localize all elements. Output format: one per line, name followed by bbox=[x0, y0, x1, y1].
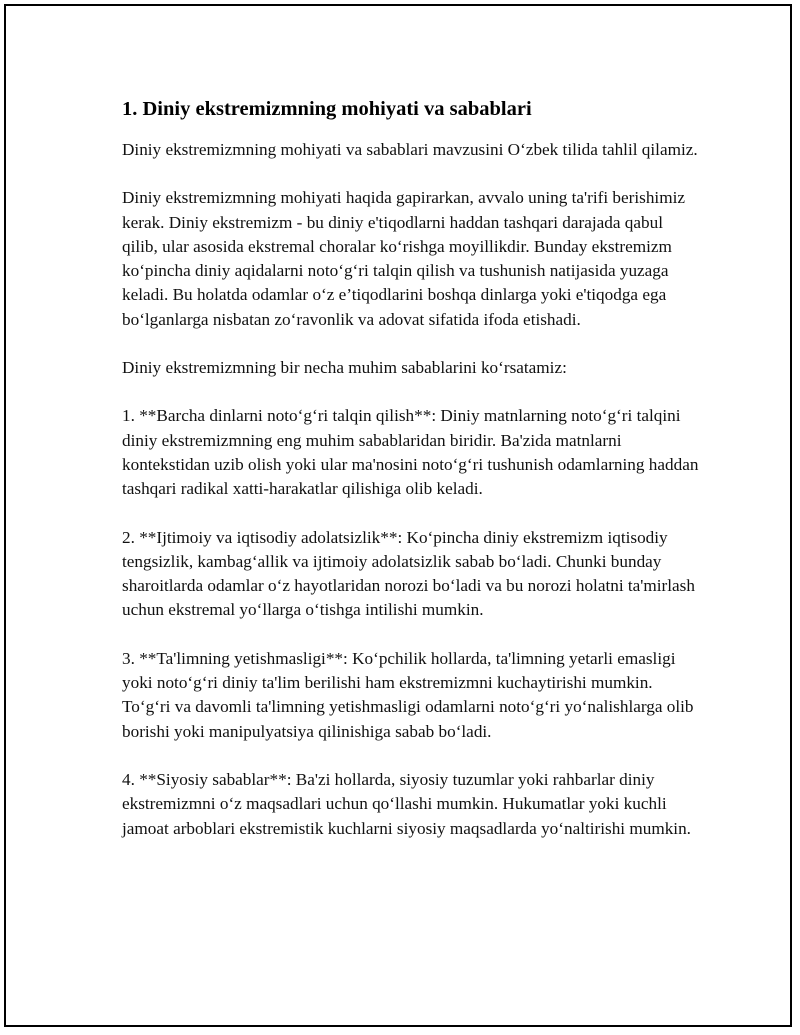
cause-item-4: 4. **Siyosiy sabablar**: Ba'zi hollarda, siyosiy tuzumlar yoki rahbarlar diniy ekstremizmni o‘z maqsadlari uchun qo‘llashi mumkin. Hukumatlar yoki kuchli jamoat arboblari ekstremistik kuchlarni siyosiy maqsadlarda yo‘naltirishi mumkin. bbox=[122, 769, 691, 838]
cause-item-3: 3. **Ta'limning yetishmasligi**: Ko‘pchilik hollarda, ta'limning yetarli emasligi yoki noto‘g‘ri diniy ta'lim berilishi ham ekstremizmni kuchaytirishi mumkin. To‘g‘ri va davomli ta'limning yetishmasligi odamlarni noto‘g‘ri yo‘nalishlarga olib borishi yoki manipulyatsiya qilinishiga sabab bo‘ladi. bbox=[122, 648, 694, 741]
cause-item-2: 2. **Ijtimoiy va iqtisodiy adolatsizlik**: Ko‘pincha diniy ekstremizm iqtisodiy tengsizlik, kambag‘allik va ijtimoiy adolatsizlik sabab bo‘ladi. Chunki bunday sharoitlarda odamlar o‘z hayotlaridan norozi bo‘ladi va bu norozi holatni ta'mirlash uchun ekstremal yo‘llarga o‘tishga intilishi mumkin. bbox=[122, 527, 695, 620]
intro-paragraph: Diniy ekstremizmning mohiyati va sabablari mavzusini O‘zbek tilida tahlil qilamiz. bbox=[122, 140, 698, 159]
definition-paragraph: Diniy ekstremizmning mohiyati haqida gapirarkan, avvalo uning ta'rifi berishimiz kerak. Diniy ekstremizm - bu diniy e'tiqodlarni haddan tashqari darajada qabul qilib, ular asosida ekstremal choralar ko‘rishga moyillikdir. Bunday ekstremizm ko‘pincha diniy aqidalarni noto‘g‘ri talqin qilish va tushunish natijasida yuzaga keladi. Bu holatda odamlar o‘z e’tiqodlarini boshqa dinlarga yoki e'tiqodga ega bo‘lganlarga nisbatan zo‘ravonlik va adovat sifatida ifoda etishadi. bbox=[122, 188, 685, 329]
causes-intro-paragraph: Diniy ekstremizmning bir necha muhim sabablarini ko‘rsatamiz: bbox=[122, 358, 567, 378]
cause-item-1: 1. **Barcha dinlarni noto‘g‘ri talqin qilish**: Diniy matnlarning noto‘g‘ri talqini diniy ekstremizmning eng muhim sabablaridan biridir. Ba'zida matnlarni kontekstidan uzib olish yoki ular ma'nosini noto‘g‘ri tushunish odamlarning haddan tashqari radikal xatti-harakatlar qilishiga olib keladi. bbox=[122, 406, 699, 499]
section-heading: 1. Diniy ekstremizmning mohiyati va sabablari bbox=[122, 98, 532, 120]
document-body bbox=[122, 96, 702, 865]
document-page bbox=[4, 4, 792, 1027]
